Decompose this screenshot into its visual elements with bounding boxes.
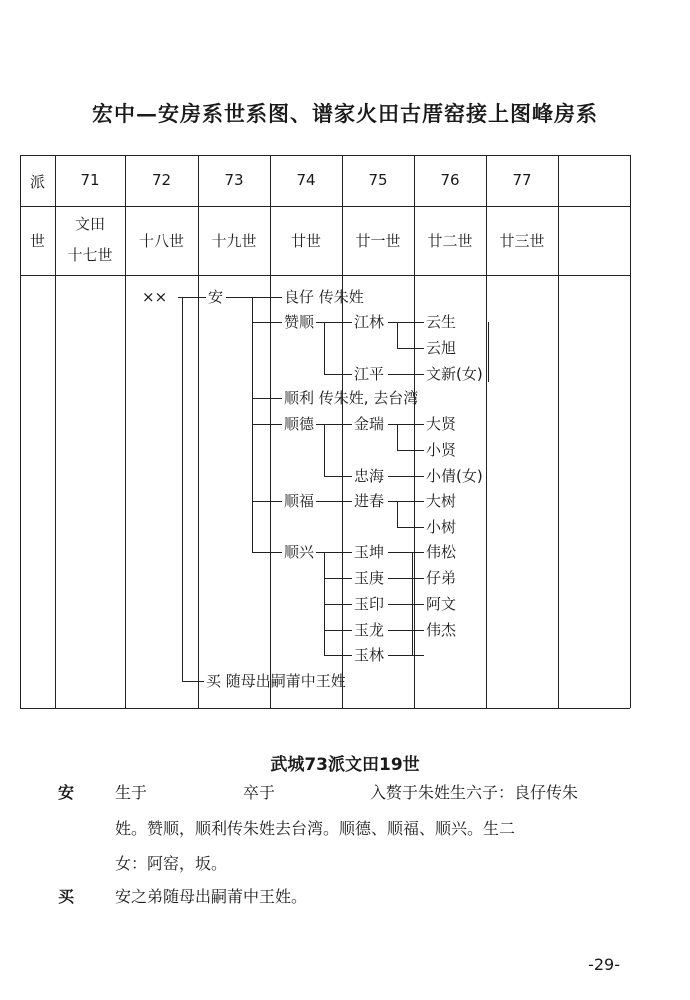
- node-zhonghai: 忠海: [354, 467, 385, 485]
- node-daxian: 大贤: [426, 415, 457, 433]
- section-heading: 武城73派文田19世: [270, 755, 420, 775]
- node-jiangping: 江平: [354, 365, 385, 383]
- pai-77: 77: [512, 171, 532, 189]
- node-yunxu: 云旭: [426, 339, 457, 357]
- node-shunde: 顺德: [284, 415, 315, 433]
- node-awen: 阿文: [426, 595, 457, 613]
- node-shunxing: 顺兴: [284, 543, 315, 561]
- node-jinrui: 金瑞: [354, 415, 385, 433]
- pai-72: 72: [151, 171, 172, 189]
- node-yunsheng: 云生: [426, 313, 457, 331]
- node-wenxin: 文新(女): [426, 365, 483, 383]
- shi-17-a: 文田: [74, 215, 105, 233]
- shi-20: 廿世: [290, 232, 321, 250]
- node-jianglin: 江林: [354, 313, 385, 331]
- shi-22: 廿二世: [427, 232, 473, 250]
- node-shunli: 顺利 传朱姓, 去台湾: [284, 389, 419, 407]
- node-xiaoxian: 小贤: [426, 441, 457, 459]
- node-xiaoqian: 小倩(女): [426, 467, 483, 485]
- node-shunfu: 顺福: [284, 492, 315, 510]
- pai-71: 71: [80, 171, 100, 189]
- node-yugeng: 玉庚: [354, 569, 385, 587]
- bio-mai-line1: 安之弟随母出嗣莆中王姓。: [115, 887, 308, 906]
- node-yukun: 玉坤: [354, 543, 385, 561]
- node-dashu: 大树: [426, 492, 457, 510]
- bio-mai-name: 买: [58, 887, 75, 906]
- pai-76: 76: [440, 171, 460, 189]
- bio-an-name: 安: [58, 783, 75, 802]
- bio-an-died: 卒于: [243, 783, 276, 802]
- bio-an-born: 生于: [115, 783, 148, 802]
- bio-an-line2: 姓。赞顺，顺利传朱姓去台湾。顺德、顺福、顺兴。生二: [115, 819, 516, 838]
- bio-an-line1: 入赘于朱姓生六子：良仔传朱: [370, 783, 579, 802]
- node-weijie: 伟杰: [426, 621, 457, 639]
- node-mai: 买 随母出嗣莆中王姓: [206, 672, 346, 690]
- node-xiaoshu: 小树: [426, 518, 457, 536]
- node-liangzai: 良仔 传朱姓: [284, 288, 364, 306]
- shi-17-b: 十七世: [67, 246, 113, 264]
- shi-label: 世: [29, 232, 45, 250]
- pai-74: 74: [296, 171, 316, 189]
- bio-an-line3: 女：阿窑，坂。: [115, 854, 228, 873]
- node-zaidi: 仔弟: [426, 569, 457, 587]
- shi-21: 廿一世: [355, 232, 401, 250]
- pai-label: 派: [29, 173, 45, 191]
- page-number: -29-: [588, 955, 620, 974]
- node-yulong: 玉龙: [354, 621, 385, 639]
- pai-73: 73: [224, 171, 244, 189]
- shi-19: 十九世: [211, 232, 257, 250]
- node-yulin: 玉林: [354, 646, 385, 664]
- node-zanshun: 赞顺: [284, 313, 315, 331]
- shi-23: 廿三世: [499, 232, 545, 250]
- node-an: 安: [208, 288, 224, 306]
- shi-18: 十八世: [138, 232, 184, 250]
- node-xx: ××: [142, 288, 168, 306]
- node-weisong: 伟松: [426, 543, 457, 561]
- node-jinchun: 进春: [354, 492, 385, 510]
- page-title: 宏中—安房系世系图、谱家火田古厝窑接上图峰房系: [92, 101, 598, 126]
- pai-75: 75: [368, 171, 388, 189]
- node-yuyin: 玉印: [354, 595, 385, 613]
